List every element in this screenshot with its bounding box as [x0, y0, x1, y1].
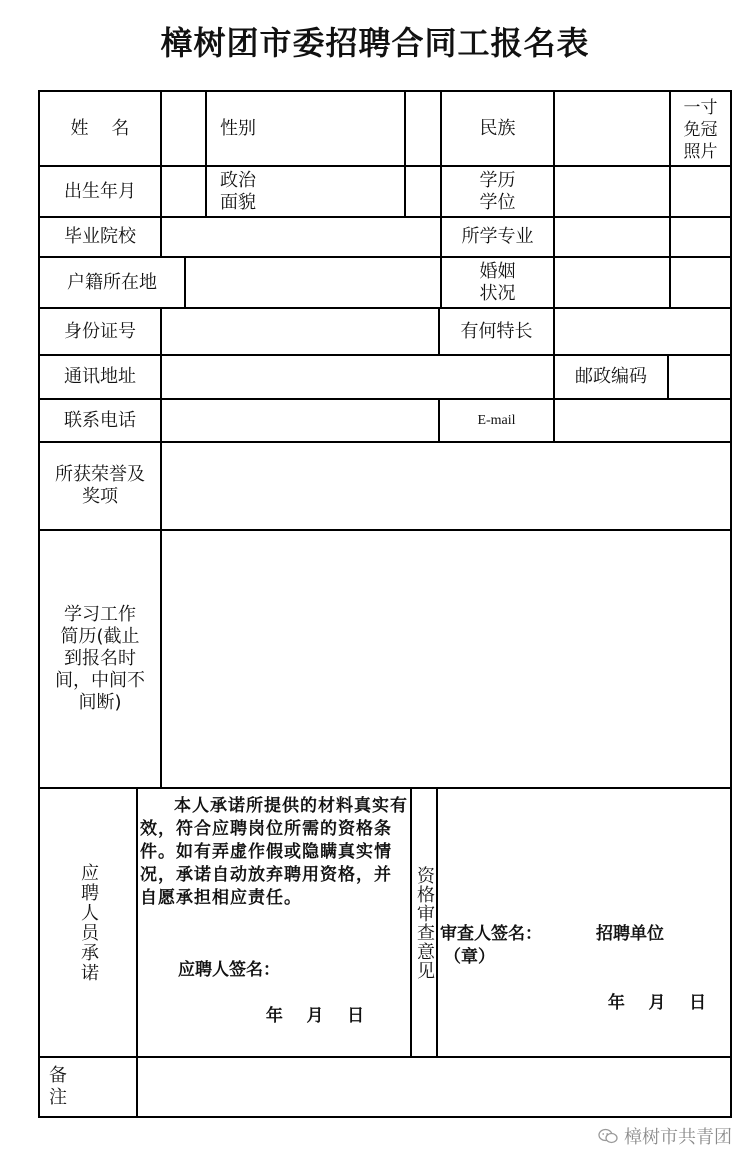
review-date: 年 月 日	[607, 993, 707, 1013]
rule	[160, 307, 162, 356]
label-resume: 学习工作 简历(截止 到报名时 间，中间不 间断)	[55, 604, 145, 713]
rule	[136, 787, 138, 1118]
label-name: 姓 名	[70, 117, 130, 139]
label-phone: 联系电话	[64, 409, 136, 431]
label-photo: 一寸 免冠 照片	[683, 98, 718, 162]
rule	[38, 787, 732, 789]
rule	[160, 441, 162, 789]
unit-seal: （章）	[444, 947, 495, 967]
label-politics: 政治 面貌	[220, 169, 256, 213]
label-commitment: 应聘人员承诺	[78, 862, 99, 983]
label-remarks: 备 注	[49, 1065, 67, 1108]
label-review: 资格审查意见	[414, 865, 435, 980]
pledge-signature: 应聘人签名：	[178, 960, 280, 980]
rule	[667, 354, 669, 400]
label-id-number: 身份证号	[64, 320, 136, 342]
rule	[553, 256, 555, 309]
hiring-unit: 招聘单位	[596, 924, 664, 944]
label-honors: 所获荣誉及 奖项	[55, 464, 145, 507]
label-address: 通讯地址	[64, 366, 136, 387]
reviewer-signature: 审查人签名：	[440, 924, 542, 944]
wechat-icon	[598, 1128, 618, 1144]
label-school: 毕业院校	[64, 226, 136, 247]
rule	[160, 90, 162, 218]
rule	[436, 787, 438, 1058]
rule	[553, 90, 555, 218]
pledge-text: 本人承诺所提供的材料真实有效，符合应聘岗位所需的资格条件。如有弄虚作假或隐瞒真实情况，承诺自动放弃聘用资格，并自愿承担相应责任。	[140, 796, 408, 908]
label-gender: 性别	[220, 117, 256, 139]
label-marriage: 婚姻 状况	[479, 260, 516, 304]
label-postcode: 邮政编码	[575, 366, 647, 387]
rule	[404, 90, 406, 218]
watermark-text: 樟树市共青团	[624, 1127, 732, 1148]
rule	[553, 216, 555, 258]
rule	[184, 256, 186, 309]
label-email: E-mail	[477, 412, 516, 428]
rule	[553, 398, 555, 443]
watermark	[598, 1123, 732, 1149]
rule	[160, 354, 162, 400]
rule	[730, 90, 732, 1118]
label-ethnicity: 民族	[479, 117, 516, 139]
form-title: 樟树团市委招聘合同工报名表	[160, 24, 590, 62]
label-specialty: 有何特长	[460, 320, 533, 342]
rule	[160, 216, 162, 258]
rule	[160, 398, 162, 443]
label-hukou: 户籍所在地	[67, 271, 157, 293]
label-education: 学历 学位	[479, 169, 516, 213]
pledge-date: 年 月 日	[265, 1006, 365, 1026]
rule	[38, 1056, 732, 1058]
label-birth: 出生年月	[64, 180, 136, 202]
label-major: 所学专业	[461, 226, 534, 247]
rule	[38, 1116, 732, 1118]
rule	[553, 307, 555, 356]
